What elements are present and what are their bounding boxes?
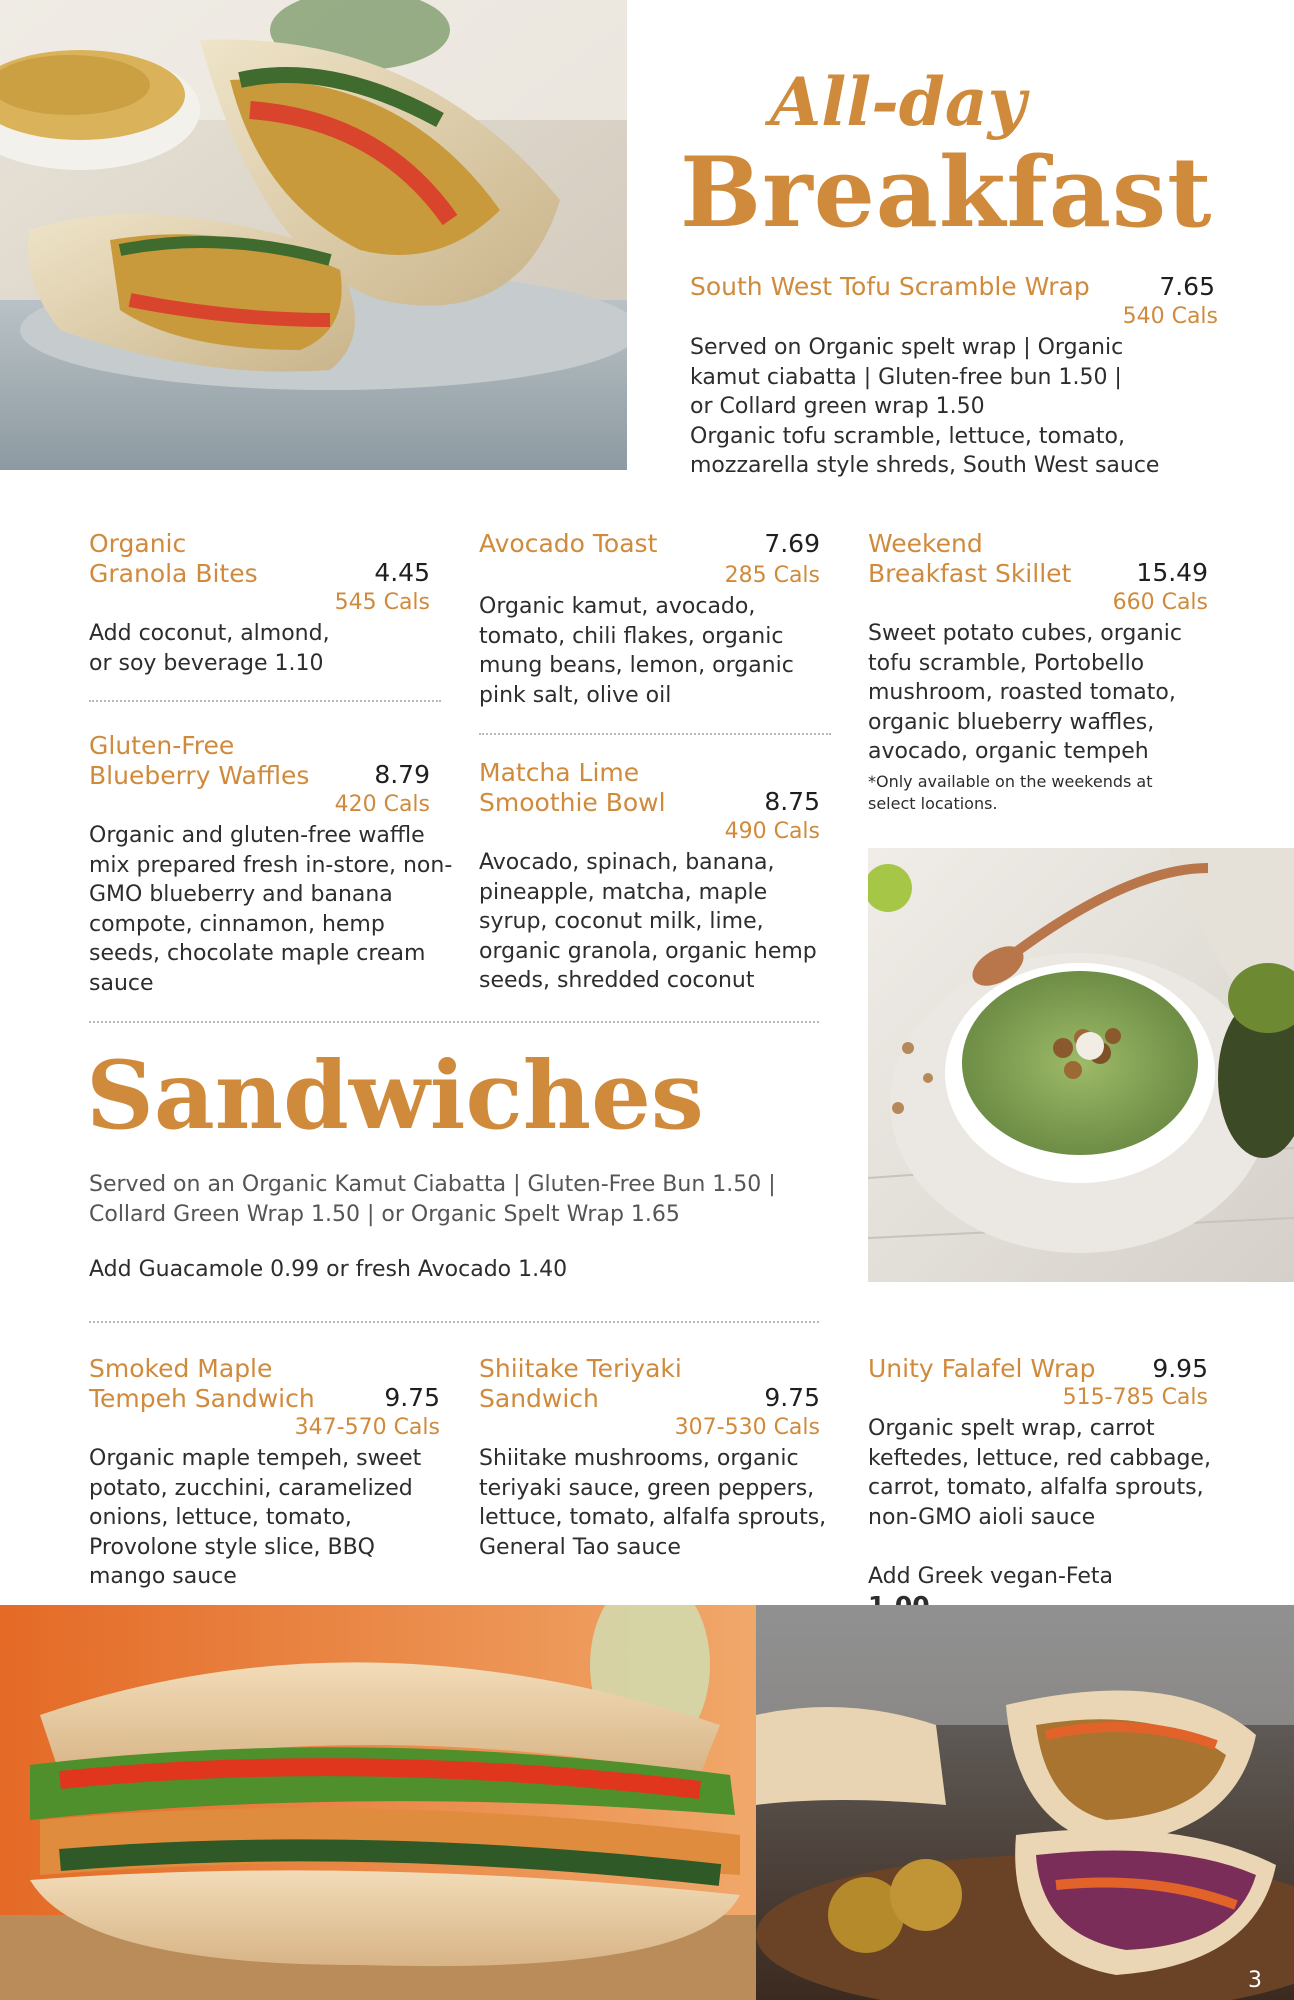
addon-label: Add Greek vegan-Feta — [868, 1563, 1113, 1589]
menu-item-calories: 347-570 Cals — [294, 1415, 440, 1440]
menu-item-price: 9.75 — [764, 1383, 820, 1412]
menu-item-price: 8.79 — [374, 760, 430, 789]
divider — [89, 700, 441, 702]
menu-item-calories: 515-785 Cals — [1062, 1385, 1208, 1410]
smoothie-bowl-photo — [868, 848, 1294, 1282]
falafel-wrap-photo — [756, 1605, 1294, 2000]
menu-item-price: 8.75 — [764, 787, 820, 816]
menu-item-description: Organic kamut, avocado, tomato, chili flakes, organic mung beans, lemon, organic pink salt, olive oil — [479, 594, 794, 708]
menu-item-name: Weekend Breakfast Skillet — [868, 529, 1072, 588]
sandwiches-addon: Add Guacamole 0.99 or fresh Avocado 1.40 — [89, 1257, 568, 1282]
breakfast-title: Breakfast — [680, 136, 1213, 249]
breakfast-title-script: All-day — [770, 63, 1027, 141]
sandwiches-title: Sandwiches — [86, 1041, 704, 1151]
divider — [479, 733, 831, 735]
menu-item-calories: 540 Cals — [1122, 304, 1218, 329]
menu-item-calories: 285 Cals — [724, 563, 820, 588]
sandwiches-intro: Served on an Organic Kamut Ciabatta | Gluten-Free Bun 1.50 | Collard Green Wrap 1.50 | or Organic Spelt Wrap 1.65 — [89, 1172, 776, 1227]
menu-item-description: Add coconut, almond, or soy beverage 1.10 — [89, 621, 330, 676]
menu-item-calories: 490 Cals — [724, 819, 820, 844]
menu-item-name: Avocado Toast — [479, 529, 658, 558]
menu-item-description: Avocado, spinach, banana, pineapple, matcha, maple syrup, coconut milk, lime, organic granola, organic hemp seeds, shredded coconut — [479, 850, 817, 993]
menu-item-calories: 420 Cals — [334, 792, 430, 817]
divider — [89, 1321, 819, 1323]
menu-item-price: 15.49 — [1136, 558, 1208, 587]
menu-item-name: Unity Falafel Wrap — [868, 1354, 1096, 1383]
menu-item-price: 4.45 — [374, 558, 430, 587]
menu-item-calories: 545 Cals — [334, 590, 430, 615]
menu-item-calories: 660 Cals — [1112, 590, 1208, 615]
menu-item-price: 7.65 — [1159, 272, 1215, 301]
page-number: 3 — [1248, 1968, 1262, 1993]
tempeh-sandwich-photo — [0, 1605, 756, 2000]
menu-item-description: Organic and gluten-free waffle mix prepared fresh in-store, non- GMO blueberry and banana compote, cinnamon, hemp seeds, chocolate maple cream sauce — [89, 823, 453, 996]
menu-item-name: Matcha Lime Smoothie Bowl — [479, 758, 666, 817]
menu-item-name: Gluten-Free Blueberry Waffles — [89, 731, 310, 790]
menu-item-price: 7.69 — [764, 529, 820, 558]
menu-item-price: 9.75 — [384, 1383, 440, 1412]
divider — [89, 1021, 819, 1023]
menu-item-description: Sweet potato cubes, organic tofu scramble, Portobello mushroom, roasted tomato, organic blueberry waffles, avocado, organic tempeh — [868, 621, 1182, 764]
availability-note: *Only available on the weekends at select locations. — [868, 772, 1153, 813]
menu-item-description: Organic maple tempeh, sweet potato, zucchini, caramelized onions, lettuce, tomato, Provolone style slice, BBQ mango sauce — [89, 1446, 422, 1589]
menu-item-name: Organic Granola Bites — [89, 529, 258, 588]
menu-item-description: Served on Organic spelt wrap | Organic kamut ciabatta | Gluten-free bun 1.50 | or Collard green wrap 1.50 Organic tofu scramble, lettuce, tomato, mozzarella style shreds, South West sauce — [690, 335, 1160, 478]
menu-item-description: Organic spelt wrap, carrot keftedes, lettuce, red cabbage, carrot, tomato, alfalfa sprouts, non-GMO aioli sauce — [868, 1416, 1211, 1530]
menu-item-name: South West Tofu Scramble Wrap — [690, 272, 1090, 301]
breakfast-wrap-photo — [0, 0, 627, 470]
menu-item-calories: 307-530 Cals — [674, 1415, 820, 1440]
menu-item-description: Shiitake mushrooms, organic teriyaki sauce, green peppers, lettuce, tomato, alfalfa sprouts, General Tao sauce — [479, 1446, 827, 1560]
menu-item-price: 9.95 — [1152, 1354, 1208, 1383]
menu-item-name: Shiitake Teriyaki Sandwich — [479, 1354, 682, 1413]
menu-item-name: Smoked Maple Tempeh Sandwich — [89, 1354, 315, 1413]
